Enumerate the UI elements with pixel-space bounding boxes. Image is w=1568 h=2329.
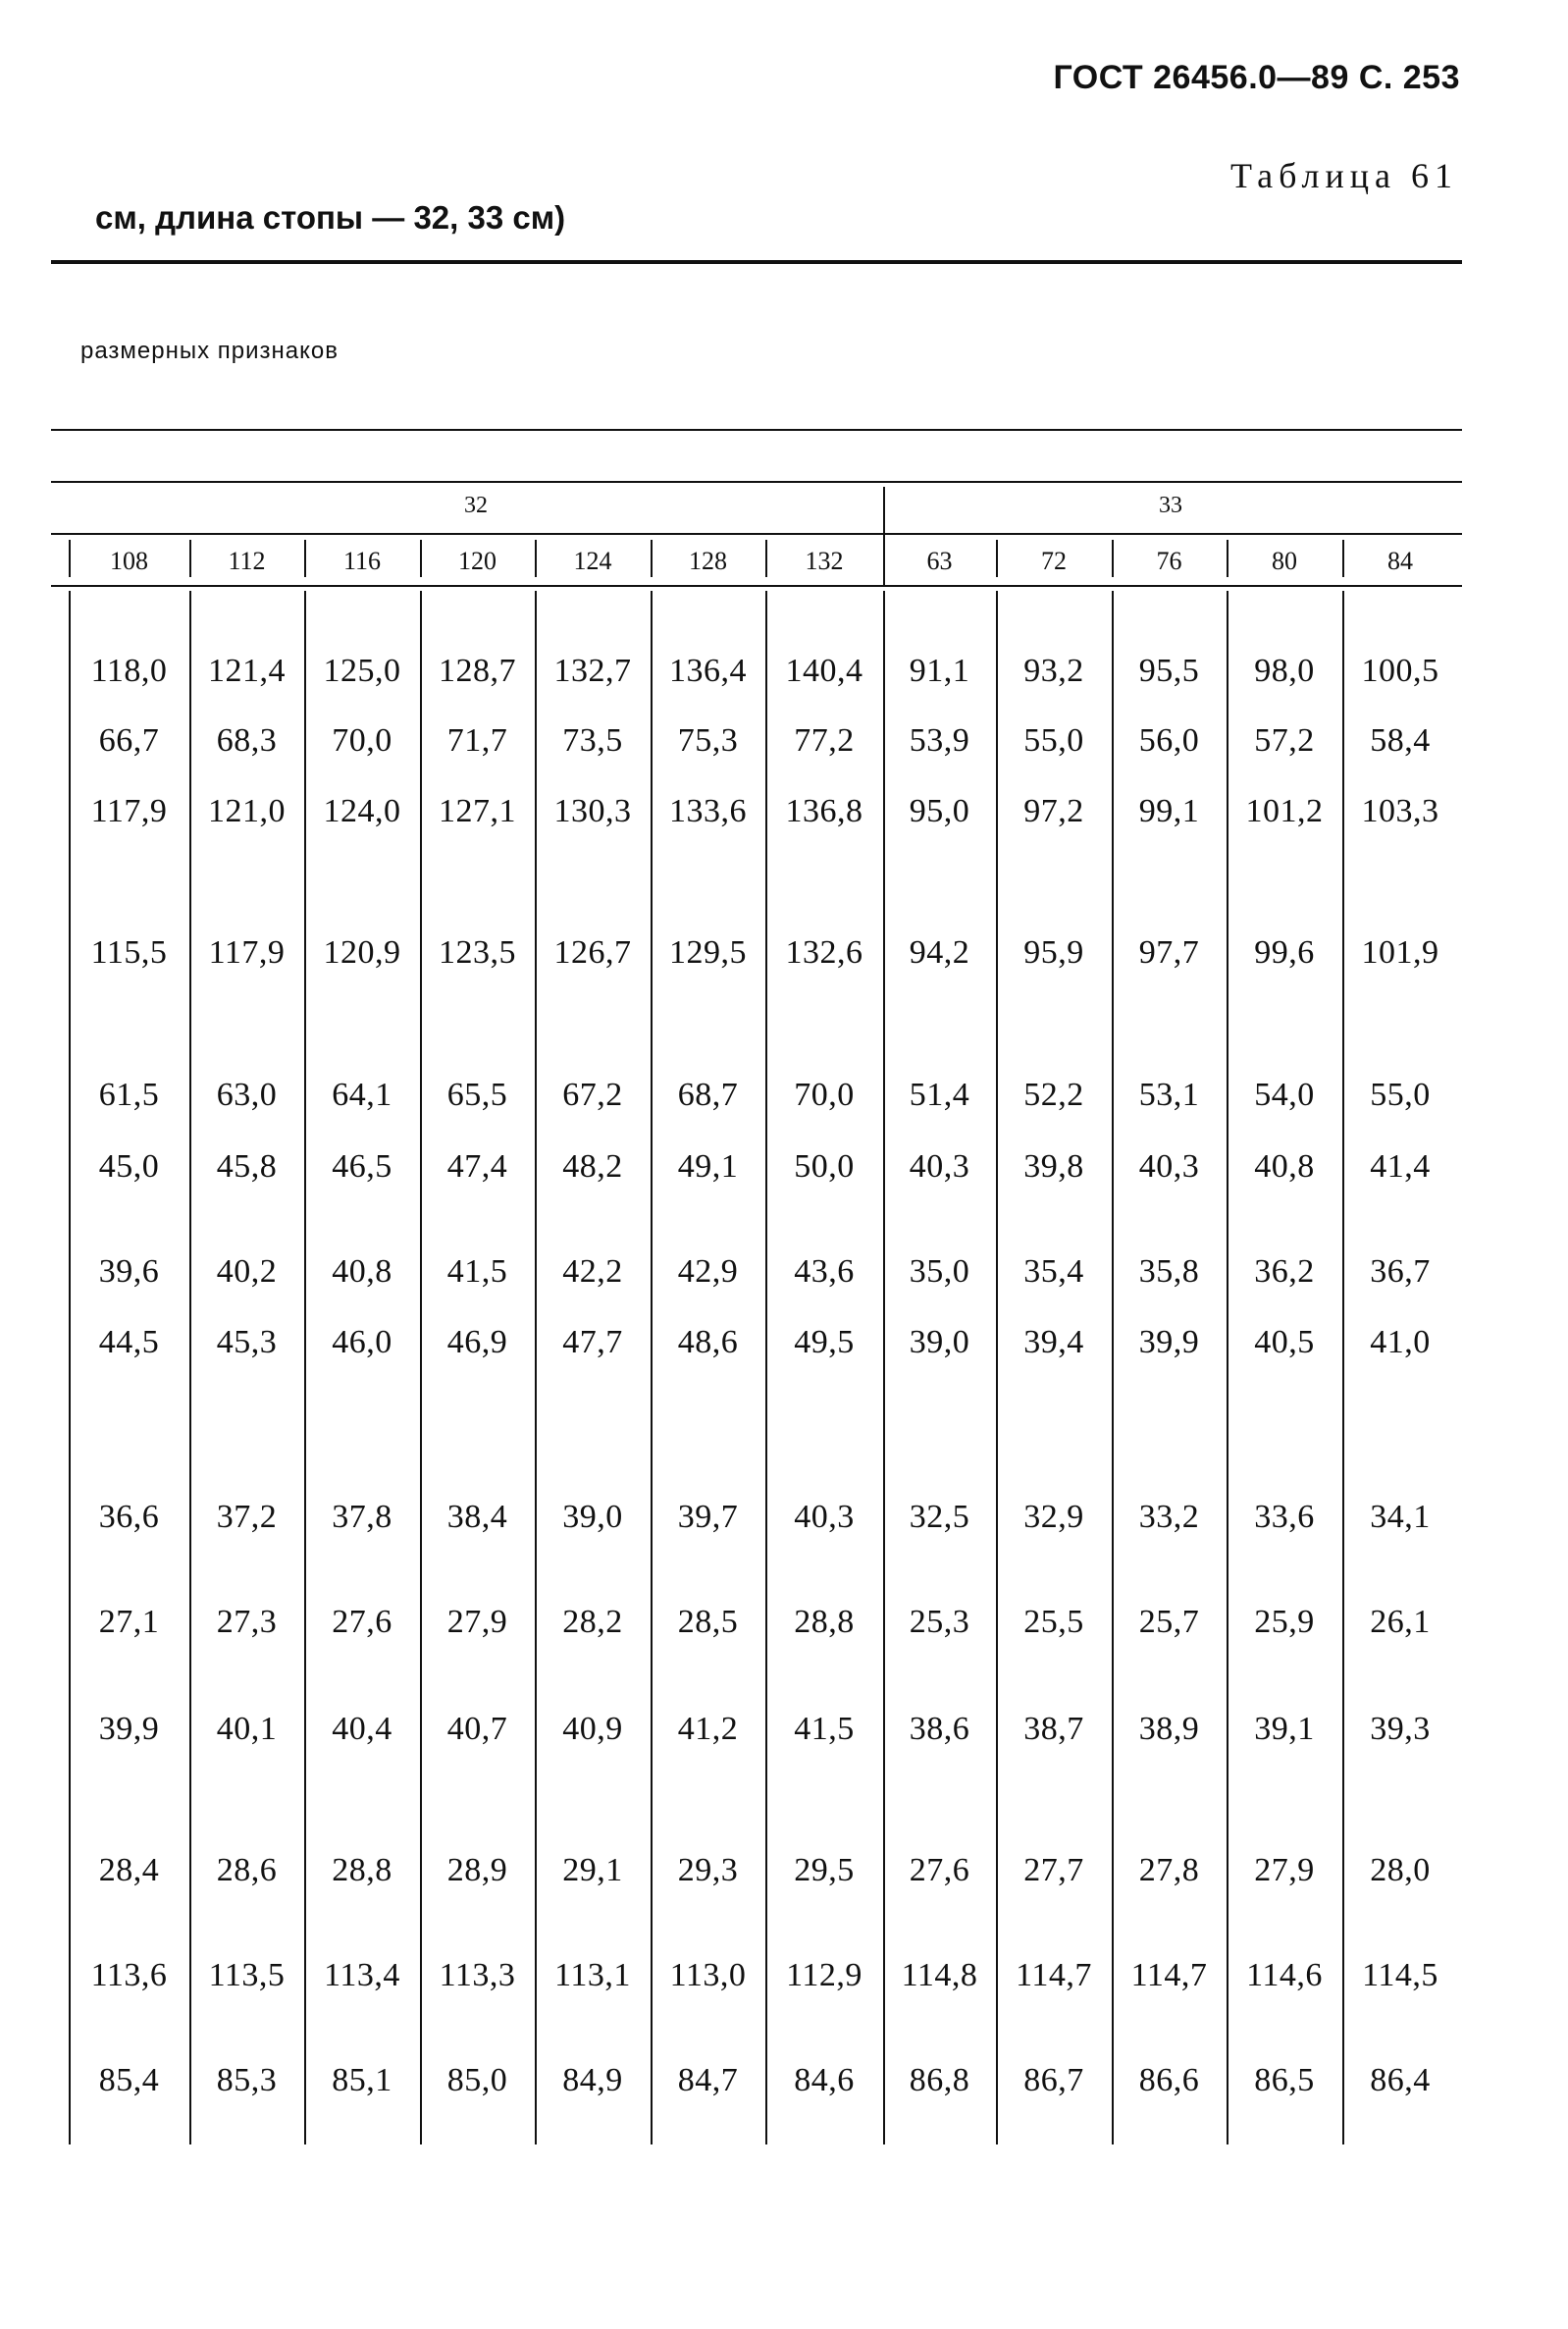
column-header-divider (651, 540, 653, 577)
table-cell: 52,2 (1023, 1077, 1084, 1113)
table-cell: 132,7 (553, 653, 632, 689)
table-cell: 113,3 (439, 1957, 516, 1993)
header-top-rule (51, 481, 1462, 483)
table-cell: 25,3 (909, 1604, 970, 1640)
table-cell: 39,7 (677, 1499, 739, 1535)
column-header: 84 (1387, 547, 1413, 575)
table-cell: 39,9 (98, 1711, 160, 1747)
table-cell: 73,5 (562, 722, 623, 759)
table-cell: 39,8 (1023, 1148, 1084, 1185)
table-cell: 35,0 (909, 1253, 970, 1290)
table-cell: 36,6 (98, 1499, 160, 1535)
column-header-divider (1112, 540, 1114, 577)
table-cell: 46,5 (332, 1148, 392, 1185)
column-header: 76 (1156, 547, 1182, 575)
table-cell: 101,2 (1245, 793, 1324, 829)
table-cell: 53,1 (1138, 1077, 1200, 1113)
table-cell: 37,2 (216, 1499, 278, 1535)
table-cell: 36,7 (1370, 1253, 1431, 1290)
column-header: 80 (1272, 547, 1297, 575)
table-cell: 86,5 (1254, 2062, 1315, 2098)
title-rule (51, 260, 1462, 264)
table-cell: 41,4 (1370, 1148, 1431, 1185)
table-cell: 97,2 (1023, 793, 1084, 829)
table-cell: 70,0 (332, 722, 392, 759)
table-cell: 39,0 (562, 1499, 623, 1535)
table-cell: 67,2 (562, 1077, 623, 1113)
table-cell: 40,2 (216, 1253, 278, 1290)
table-cell: 45,8 (216, 1148, 278, 1185)
table-cell: 97,7 (1138, 934, 1200, 971)
table-cell: 40,7 (446, 1711, 508, 1747)
table-cell: 68,3 (216, 722, 278, 759)
table-cell: 55,0 (1370, 1077, 1431, 1113)
table-cell: 40,9 (562, 1711, 623, 1747)
column-header-divider (420, 540, 422, 577)
table-cell: 27,3 (216, 1604, 278, 1640)
table-cell: 39,0 (909, 1324, 970, 1360)
table-cell: 33,2 (1138, 1499, 1200, 1535)
table-cell: 114,5 (1362, 1957, 1438, 1993)
table-cell: 25,5 (1023, 1604, 1084, 1640)
table-cell: 71,7 (446, 722, 508, 759)
table-cell: 38,7 (1023, 1711, 1084, 1747)
table-cell: 46,9 (446, 1324, 508, 1360)
table-cell: 47,7 (562, 1324, 623, 1360)
table-cell: 41,0 (1370, 1324, 1431, 1360)
column-header: 128 (689, 547, 727, 575)
table-cell: 114,6 (1246, 1957, 1323, 1993)
table-cell: 118,0 (90, 653, 168, 689)
table-cell: 130,3 (553, 793, 632, 829)
table-cell: 128,7 (439, 653, 516, 689)
column-header-divider (304, 540, 306, 577)
table-cell: 86,8 (909, 2062, 970, 2098)
column-header-divider (996, 540, 998, 577)
table-cell: 49,5 (794, 1324, 855, 1360)
table-cell: 86,7 (1023, 2062, 1084, 2098)
table-cell: 140,4 (785, 653, 863, 689)
table-cell: 40,3 (794, 1499, 855, 1535)
table-cell: 28,2 (562, 1604, 623, 1640)
table-cell: 123,5 (439, 934, 516, 971)
table-cell: 85,1 (332, 2062, 392, 2098)
table-cell: 100,5 (1361, 653, 1439, 689)
column-header-divider (765, 540, 767, 577)
table-cell: 136,4 (669, 653, 747, 689)
subtitle-rule (51, 429, 1462, 431)
table-cell: 84,9 (562, 2062, 623, 2098)
table-cell: 32,5 (909, 1499, 970, 1535)
table-cell: 113,0 (669, 1957, 747, 1993)
table-cell: 50,0 (794, 1148, 855, 1185)
table-cell: 45,3 (216, 1324, 278, 1360)
table-cell: 41,5 (446, 1253, 508, 1290)
table-cell: 63,0 (216, 1077, 278, 1113)
table-cell: 65,5 (446, 1077, 508, 1113)
group-rule (51, 533, 1462, 535)
table-cell: 42,2 (562, 1253, 623, 1290)
table-cell: 28,4 (98, 1852, 160, 1888)
column-header: 120 (458, 547, 497, 575)
table-cell: 27,9 (1254, 1852, 1315, 1888)
table-cell: 84,6 (794, 2062, 855, 2098)
table-cell: 45,0 (98, 1148, 160, 1185)
header-bottom-rule (51, 585, 1462, 587)
table-cell: 99,1 (1138, 793, 1200, 829)
table-cell: 101,9 (1361, 934, 1439, 971)
column-header: 116 (342, 547, 382, 575)
column-header: 72 (1041, 547, 1067, 575)
column-header: 63 (926, 547, 953, 575)
table-cell: 27,6 (909, 1852, 970, 1888)
table-cell: 114,8 (901, 1957, 978, 1993)
table-cell: 48,2 (562, 1148, 623, 1185)
column-header-divider (69, 540, 71, 577)
table-cell: 115,5 (90, 934, 168, 971)
table-cell: 126,7 (553, 934, 632, 971)
table-cell: 26,1 (1370, 1604, 1431, 1640)
table-cell: 95,0 (909, 793, 970, 829)
table-cell: 91,1 (909, 653, 970, 689)
table-cell: 68,7 (677, 1077, 739, 1113)
table-cell: 29,5 (794, 1852, 855, 1888)
table-cell: 136,8 (785, 793, 863, 829)
table-cell: 55,0 (1023, 722, 1084, 759)
table-cell: 99,6 (1254, 934, 1315, 971)
table-cell: 95,9 (1023, 934, 1084, 971)
column-header-divider (883, 540, 885, 577)
table-cell: 28,6 (216, 1852, 278, 1888)
table-cell: 64,1 (332, 1077, 392, 1113)
table-cell: 95,5 (1138, 653, 1200, 689)
table-cell: 121,0 (208, 793, 286, 829)
table-cell: 40,5 (1254, 1324, 1315, 1360)
table-cell: 117,9 (90, 793, 168, 829)
table-cell: 27,6 (332, 1604, 392, 1640)
table-cell: 113,5 (208, 1957, 286, 1993)
table-cell: 40,3 (909, 1148, 970, 1185)
table-cell: 84,7 (677, 2062, 739, 2098)
table-subtitle: размерных признаков (80, 338, 340, 364)
table-number: Таблица 61 (1230, 156, 1458, 195)
column-header: 132 (805, 547, 844, 575)
table-cell: 28,9 (446, 1852, 508, 1888)
table-cell: 27,7 (1023, 1852, 1084, 1888)
table-cell: 125,0 (323, 653, 401, 689)
table-cell: 36,2 (1254, 1253, 1315, 1290)
table-cell: 48,6 (677, 1324, 739, 1360)
table-cell: 39,1 (1254, 1711, 1315, 1747)
table-cell: 132,6 (785, 934, 863, 971)
table-cell: 38,4 (446, 1499, 508, 1535)
table-cell: 42,9 (677, 1253, 739, 1290)
table-cell: 39,6 (98, 1253, 160, 1290)
table-cell: 38,6 (909, 1711, 970, 1747)
table-cell: 41,5 (794, 1711, 855, 1747)
table-cell: 113,1 (554, 1957, 631, 1993)
table-cell: 29,3 (677, 1852, 739, 1888)
table-cell: 86,6 (1138, 2062, 1200, 2098)
table-cell: 40,8 (1254, 1148, 1315, 1185)
table-title: см, длина стопы — 32, 33 см) (95, 199, 566, 236)
table-cell: 75,3 (677, 722, 739, 759)
column-header: 112 (228, 547, 266, 575)
table-cell: 40,8 (332, 1253, 392, 1290)
table-cell: 85,3 (216, 2062, 278, 2098)
table-cell: 112,9 (786, 1957, 862, 1993)
column-header-divider (1342, 540, 1344, 577)
table-cell: 32,9 (1023, 1499, 1084, 1535)
table-cell: 41,2 (677, 1711, 739, 1747)
table-cell: 114,7 (1016, 1957, 1092, 1993)
table-cell: 54,0 (1254, 1077, 1315, 1113)
table-cell: 113,4 (324, 1957, 400, 1993)
column-header-divider (535, 540, 537, 577)
table-cell: 66,7 (98, 722, 160, 759)
table-cell: 29,1 (562, 1852, 623, 1888)
table-cell: 49,1 (677, 1148, 739, 1185)
table-cell: 39,9 (1138, 1324, 1200, 1360)
table-cell: 39,4 (1023, 1324, 1084, 1360)
table-cell: 39,3 (1370, 1711, 1431, 1747)
table-cell: 38,9 (1138, 1711, 1200, 1747)
table-cell: 70,0 (794, 1077, 855, 1113)
table-cell: 56,0 (1138, 722, 1200, 759)
group-header: 33 (1159, 493, 1182, 518)
table-cell: 28,8 (332, 1852, 392, 1888)
table-cell: 133,6 (669, 793, 747, 829)
table-cell: 129,5 (669, 934, 747, 971)
table-cell: 40,1 (216, 1711, 278, 1747)
table-cell: 94,2 (909, 934, 970, 971)
table-cell: 35,4 (1023, 1253, 1084, 1290)
table-cell: 46,0 (332, 1324, 392, 1360)
table-cell: 28,0 (1370, 1852, 1431, 1888)
table-cell: 47,4 (446, 1148, 508, 1185)
table-cell: 43,6 (794, 1253, 855, 1290)
column-header-divider (1227, 540, 1228, 577)
table-cell: 34,1 (1370, 1499, 1431, 1535)
table-cell: 28,8 (794, 1604, 855, 1640)
group-header: 32 (464, 493, 488, 518)
table-cell: 85,0 (446, 2062, 508, 2098)
table-cell: 117,9 (208, 934, 286, 971)
table-cell: 113,6 (90, 1957, 168, 1993)
table-cell: 25,7 (1138, 1604, 1200, 1640)
table-cell: 103,3 (1361, 793, 1439, 829)
table-cell: 27,9 (446, 1604, 508, 1640)
page-header: ГОСТ 26456.0—89 С. 253 (1053, 59, 1460, 96)
column-header: 124 (573, 547, 612, 575)
table-cell: 35,8 (1138, 1253, 1200, 1290)
table-cell: 25,9 (1254, 1604, 1315, 1640)
table-cell: 27,8 (1138, 1852, 1200, 1888)
table-cell: 93,2 (1023, 653, 1084, 689)
table-cell: 120,9 (323, 934, 401, 971)
table-cell: 44,5 (98, 1324, 160, 1360)
table-cell: 58,4 (1370, 722, 1431, 759)
table-cell: 124,0 (323, 793, 401, 829)
table-cell: 114,7 (1130, 1957, 1208, 1993)
column-header-divider (189, 540, 191, 577)
table-cell: 40,4 (332, 1711, 392, 1747)
table-cell: 127,1 (439, 793, 516, 829)
table-cell: 121,4 (208, 653, 286, 689)
table-cell: 27,1 (98, 1604, 160, 1640)
table-cell: 85,4 (98, 2062, 160, 2098)
table-cell: 28,5 (677, 1604, 739, 1640)
table-cell: 98,0 (1254, 653, 1315, 689)
table-cell: 53,9 (909, 722, 970, 759)
table-cell: 40,3 (1138, 1148, 1200, 1185)
table-cell: 77,2 (794, 722, 855, 759)
table-cell: 37,8 (332, 1499, 392, 1535)
table-cell: 86,4 (1370, 2062, 1431, 2098)
table-cell: 51,4 (909, 1077, 970, 1113)
table-cell: 57,2 (1254, 722, 1315, 759)
table-cell: 33,6 (1254, 1499, 1315, 1535)
column-header: 108 (110, 547, 148, 575)
table-cell: 61,5 (98, 1077, 160, 1113)
